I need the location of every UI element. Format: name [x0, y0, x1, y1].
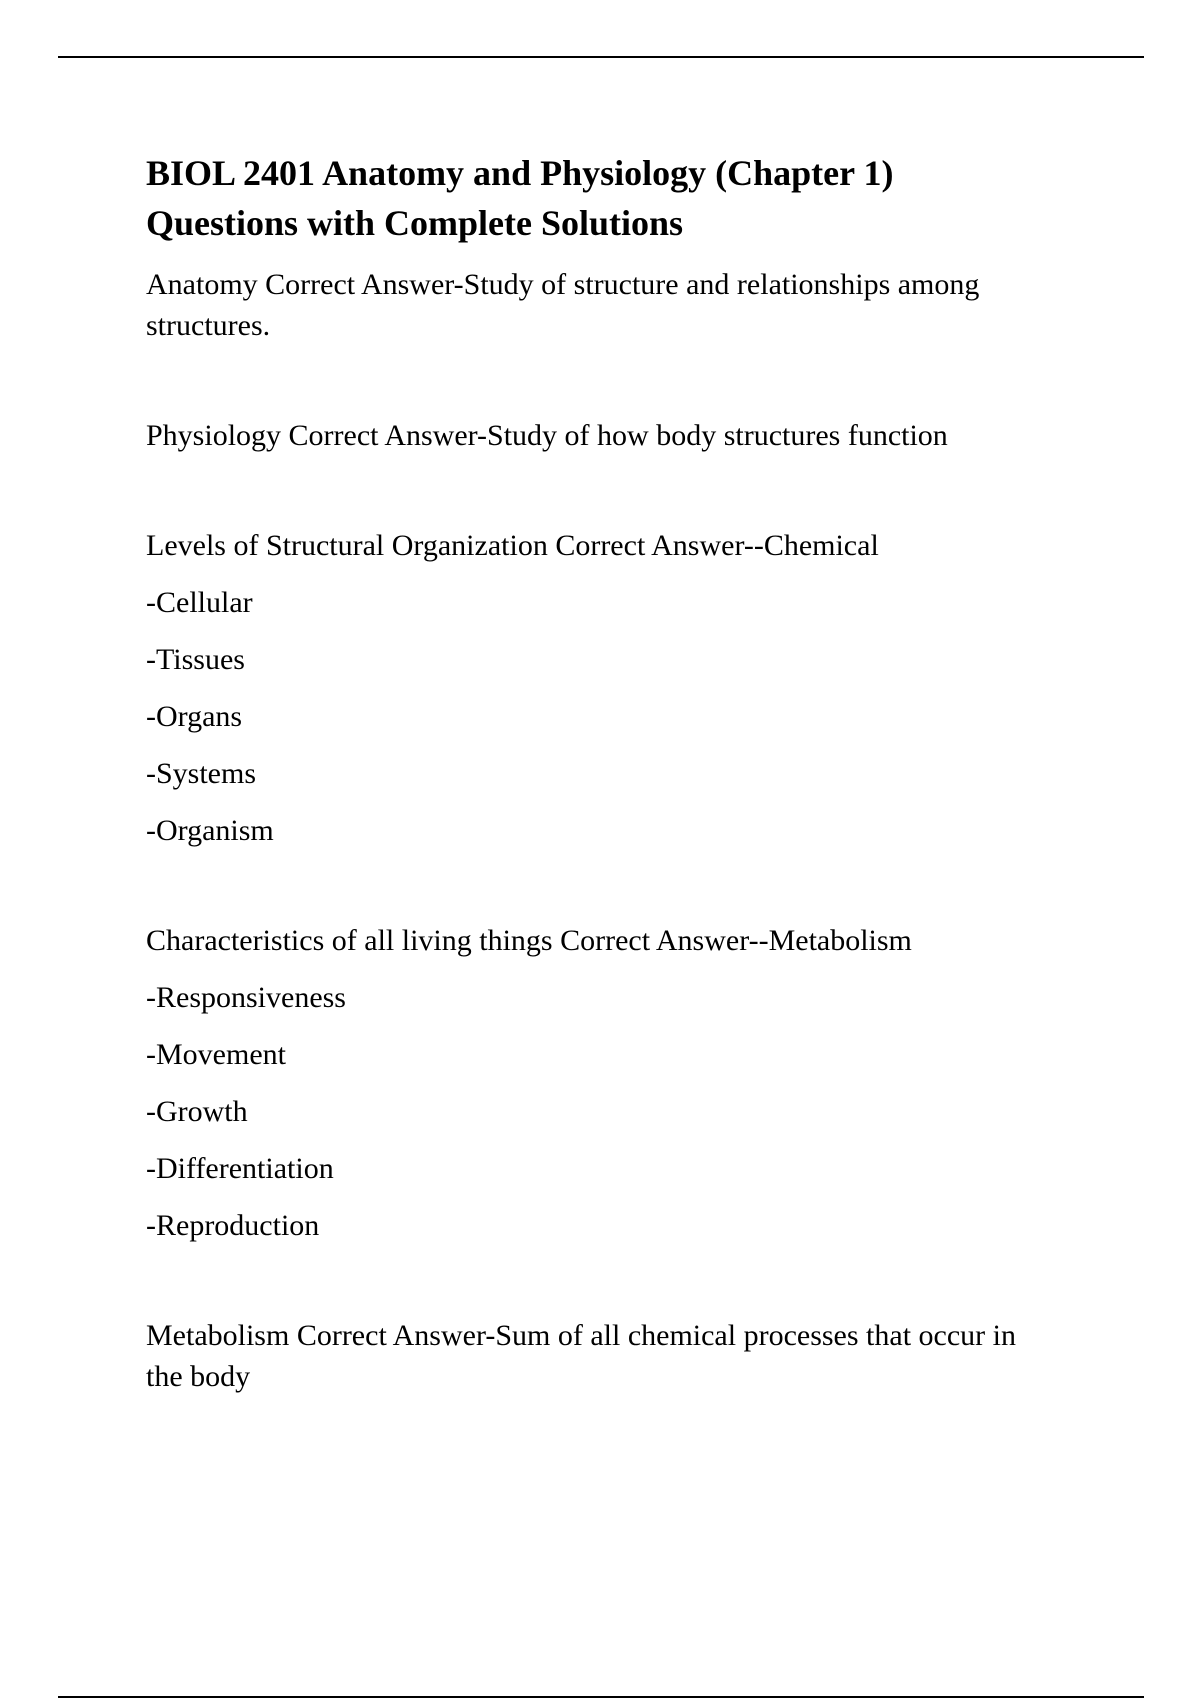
characteristics-item: -Differentiation: [146, 1152, 334, 1185]
entry-metabolism-line-1: Metabolism Correct Answer-Sum of all chemical processes that occur in: [146, 1319, 1016, 1352]
entry-levels: [146, 525, 1106, 851]
top-divider: [58, 56, 1144, 58]
entry-anatomy-line-2: structures.: [146, 309, 271, 342]
title-line-2: Questions with Complete Solutions: [146, 203, 684, 243]
entry-physiology-line-1: Physiology Correct Answer-Study of how body structures function: [146, 419, 948, 452]
entry-physiology: [146, 415, 1106, 456]
levels-item: -Tissues: [146, 643, 245, 676]
levels-item: -Organism: [146, 814, 274, 847]
characteristics-item: -Reproduction: [146, 1209, 320, 1242]
entry-anatomy-line-1: Anatomy Correct Answer-Study of structure and relationships among: [146, 268, 980, 301]
entry-metabolism: [146, 1315, 1106, 1397]
characteristics-item: -Movement: [146, 1038, 286, 1071]
entry-characteristics: [146, 920, 1106, 1246]
entry-metabolism-line-2: the body: [146, 1360, 251, 1393]
levels-item: -Cellular: [146, 586, 253, 619]
entry-anatomy: [146, 264, 1106, 346]
document-body: [146, 148, 1106, 1397]
characteristics-item: -Growth: [146, 1095, 248, 1128]
levels-item: -Organs: [146, 700, 243, 733]
entry-characteristics-line-1: Characteristics of all living things Correct Answer--Metabolism: [146, 924, 912, 957]
title-line-1: BIOL 2401 Anatomy and Physiology (Chapter 1): [146, 153, 894, 193]
characteristics-item: -Responsiveness: [146, 981, 346, 1014]
levels-item: -Systems: [146, 757, 257, 790]
document-title: [146, 148, 1106, 248]
bottom-divider: [58, 1696, 1144, 1698]
entry-levels-line-1: Levels of Structural Organization Correct Answer--Chemical: [146, 529, 879, 562]
